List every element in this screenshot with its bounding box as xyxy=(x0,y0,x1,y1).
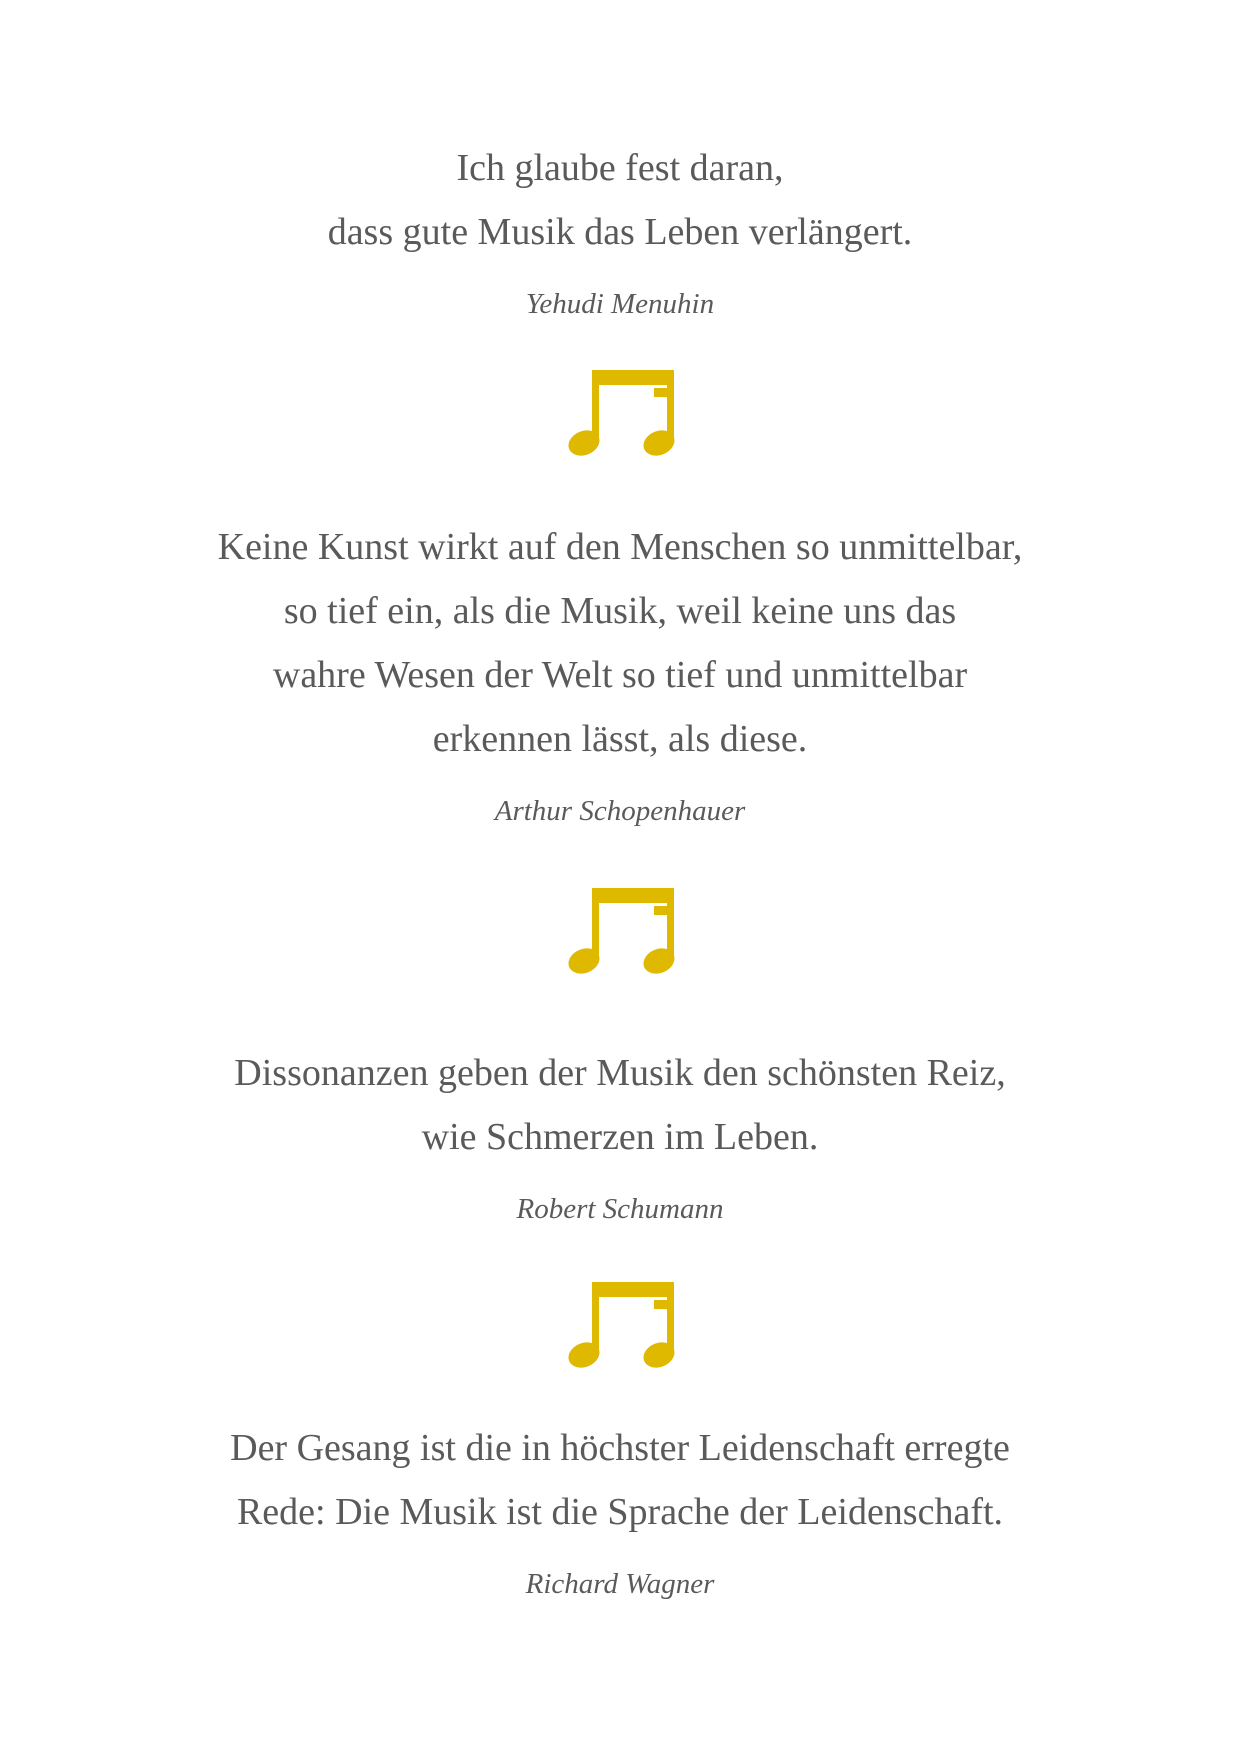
music-note-divider xyxy=(560,886,680,976)
quote-author: Robert Schumann xyxy=(516,1193,724,1225)
quote-block-schumann xyxy=(0,1041,1240,1229)
quote-block-wagner xyxy=(0,1416,1240,1604)
quote-line: Der Gesang ist die in höchster Leidenschaft erregte xyxy=(230,1427,1010,1469)
quote-line: Keine Kunst wirkt auf den Menschen so unmittelbar, xyxy=(217,526,1023,568)
quote-line: Dissonanzen geben der Musik den schönsten Reiz, xyxy=(234,1052,1006,1094)
beamed-sixteenth-notes-icon xyxy=(560,368,680,458)
quote-author: Yehudi Menuhin xyxy=(525,288,715,320)
quote-line: Ich glaube fest daran, xyxy=(456,147,784,189)
quote-line: wahre Wesen der Welt so tief und unmittelbar xyxy=(272,654,968,696)
quote-block-schopenhauer xyxy=(0,515,1240,831)
quote-line: dass gute Musik das Leben verlängert. xyxy=(327,211,913,253)
quote-line: Rede: Die Musik ist die Sprache der Leidenschaft. xyxy=(236,1491,1004,1533)
quote-author: Arthur Schopenhauer xyxy=(494,795,746,827)
quote-block-menuhin xyxy=(0,136,1240,324)
quote-line: so tief ein, als die Musik, weil keine uns das xyxy=(283,590,957,632)
music-note-divider xyxy=(560,1280,680,1370)
beamed-sixteenth-notes-icon xyxy=(560,886,680,976)
beamed-sixteenth-notes-icon xyxy=(560,1280,680,1370)
quote-author: Richard Wagner xyxy=(525,1568,715,1600)
quote-line: erkennen lässt, als diese. xyxy=(432,718,808,760)
quote-line: wie Schmerzen im Leben. xyxy=(421,1116,819,1158)
music-note-divider xyxy=(560,368,680,458)
